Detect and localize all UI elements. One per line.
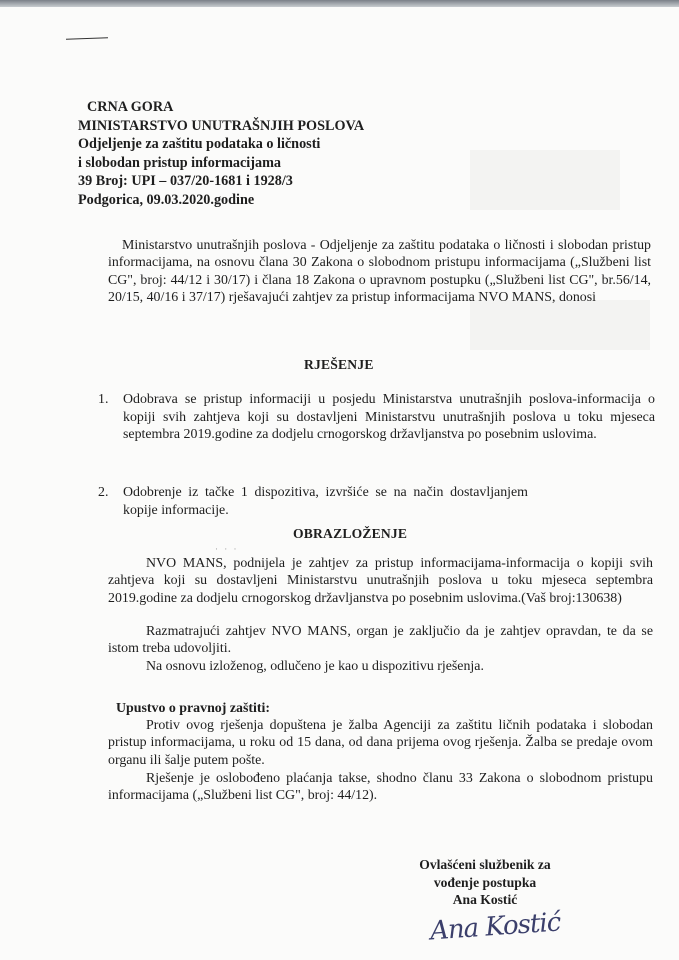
country-name: CRNA GORA [87, 99, 174, 115]
reasoning-title: OBRAZLOŽENJE [293, 526, 408, 541]
bleed-through [470, 300, 650, 350]
signatory-title-1: Ovlašćeni službenik za [419, 857, 551, 872]
ministry-name: MINISTARSTVO UNUTRAŠNJIH POSLOVA [78, 117, 365, 134]
decision-item [98, 391, 655, 444]
scan-specks: · · · [215, 544, 239, 554]
department-line-1: Odjeljenje za zaštitu podataka o ličnosti [78, 136, 321, 153]
intro-paragraph: Ministarstvo unutrašnjih poslova - Odjeljenje za zaštitu podataka o ličnosti i slobodan pristup informacijama, na osnovu člana 30 Zakona o slobodnom pristupu informacijama („Službeni list CG", broj: 44/12 i 30/17) i člana 18 Zakona o upravnom postupku („Službeni list CG", br.56/14, 20/15, 40/16 i 37/17) rješavajući zahtjev za pristup informacijama NVO MANS, donosi [108, 238, 651, 306]
item-text: Odobrenje iz tačke 1 dispozitiva, izvršiće se na način dostavljanjem kopije informacije. [123, 485, 528, 518]
signature-block [410, 856, 560, 909]
reasoning-paragraph: Razmatrajući zahtjev NVO MANS, organ je zaključio da je zahtjev opravdan, te da se istom treba udovoljiti. [108, 624, 653, 657]
item-number: 2. [98, 485, 109, 500]
scan-edge [0, 0, 679, 7]
legal-remedy-paragraph: Protiv ovog rješenja dopuštena je žalba Agenciji za zaštitu ličnih podataka i slobodan pristup informacijama, u roku od 15 dana, od dana prijema ovog rješenja. Žalba se predaje ovom organu ili šalje putem pošte. [108, 718, 653, 768]
handwritten-signature: Ana Kostić [429, 907, 562, 947]
item-number: 1. [98, 392, 109, 407]
signatory-title-2: vođenje postupka [433, 874, 537, 890]
bleed-through [470, 150, 620, 210]
reasoning-paragraph: NVO MANS, podnijela je zahtjev za pristup informacijama-informacija o kopiji svih zahtjeva koji su dostavljeni Ministarstvu unutrašnjih poslova u toku mjeseca septembra 2019.godine za dodjelu crnogorskog državljanstva po posebnim uslovima.(Vaš broj:130638) [108, 556, 653, 606]
decision-item [98, 484, 528, 519]
signatory-name: Ana Kostić [452, 892, 518, 907]
document-header [78, 98, 364, 210]
decision-title: RJEŠENJE [304, 357, 374, 372]
department-line-2: i slobodan pristup informacijama [78, 154, 281, 171]
legal-remedy-title: Upustvo o pravnoj zaštiti: [116, 701, 270, 716]
pen-mark [66, 37, 108, 40]
legal-remedy-paragraph: Rješenje je oslobođeno plaćanja takse, shodno članu 33 Zakona o slobodnom pristupu informacijama („Službeni list CG", broj: 44/12). [108, 771, 653, 804]
item-text: Odobrava se pristup informaciji u posjedu Ministarstva unutrašnjih poslova-informacija o kopiji svih zahtjeva koji su dostavljeni Ministarstvu unutrašnjih poslova u toku mjeseca septembra 2019.godine za dodjelu crnogorskog državljanstva po posebnim uslovima. [123, 392, 655, 443]
place-date: Podgorica, 09.03.2020.godine [78, 191, 255, 208]
reasoning-paragraph: Na osnovu izloženog, odlučeno je kao u dispozitivu rješenja. [146, 659, 484, 674]
reference-number: 39 Broj: UPI – 037/20-1681 i 1928/3 [78, 173, 293, 190]
